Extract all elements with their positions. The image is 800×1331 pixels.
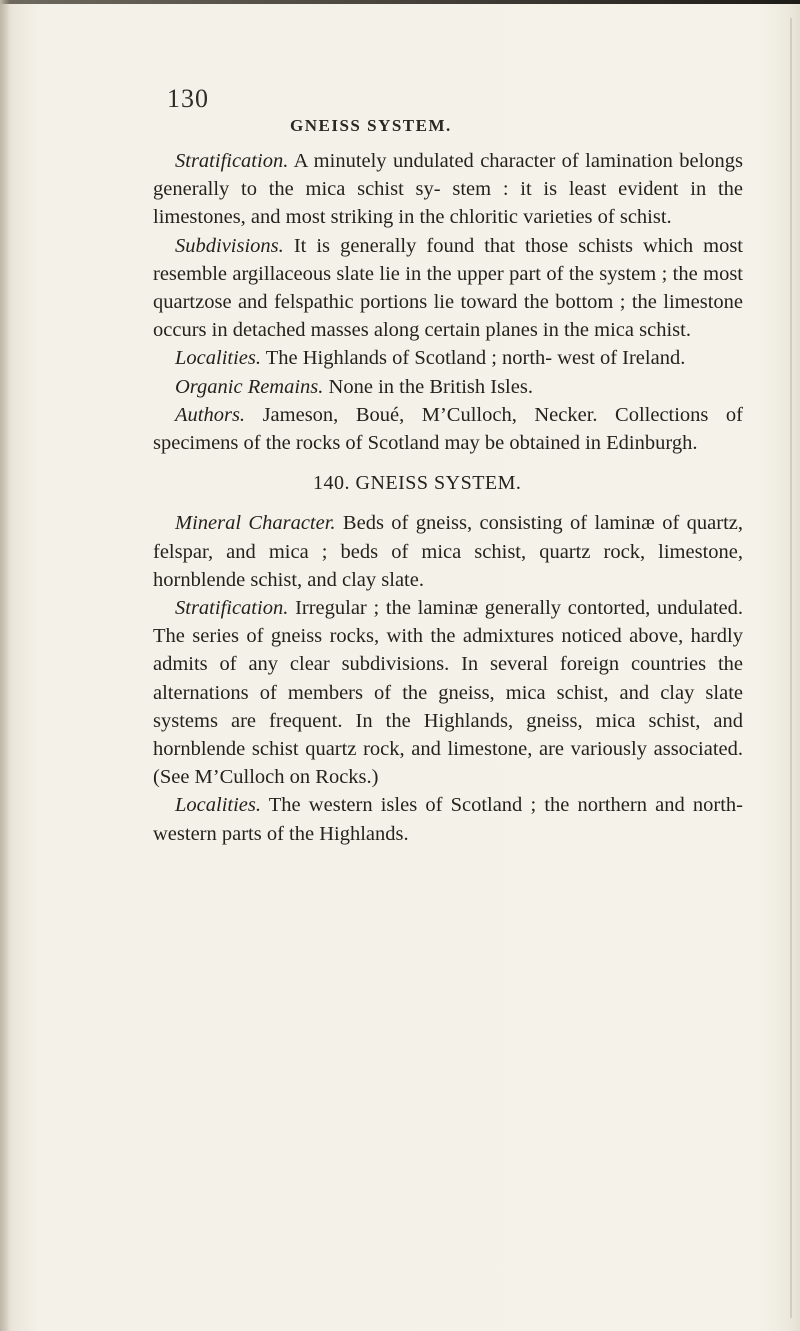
- gutter-shadow: [0, 0, 10, 1331]
- paragraph-label: Subdivisions.: [175, 234, 284, 257]
- paragraph-localities: [153, 344, 743, 372]
- paragraph-label: Mineral Character.: [175, 512, 336, 535]
- section-heading: 140. GNEISS SYSTEM.: [313, 472, 522, 495]
- paragraph-text: It is generally found that those schists which most resemble argillaceous slate lie in the upper part of the system ; the most quartzose and felspathic portions lie toward the bottom ; the limestone occurs in detached masses along certain planes in the mica schist.: [153, 234, 743, 342]
- paragraph-subdivisions: [153, 232, 743, 345]
- paragraph-authors: [153, 401, 743, 457]
- paragraph-localities: [153, 791, 743, 847]
- paragraph-stratification: [153, 594, 743, 791]
- body-text: [153, 147, 743, 848]
- paragraph-label: Organic Remains.: [175, 375, 324, 398]
- page-right-edge: [790, 18, 792, 1318]
- paragraph-label: Localities.: [175, 347, 261, 370]
- paragraph-text: Beds of gneiss, consisting of laminæ of quartz, felspar, and mica ; beds of mica schist, quartz rock, limestone, hornblende schist, and clay slate.: [153, 512, 743, 591]
- paragraph-text: The western isles of Scotland ; the northern and north-western parts of the Highlands.: [153, 794, 743, 845]
- paragraph-stratification: [153, 147, 743, 232]
- paragraph-label: Stratification.: [175, 597, 289, 620]
- paragraph-organic-remains: [153, 373, 743, 401]
- paragraph-label: Stratification.: [175, 150, 289, 172]
- paragraph-text: A minutely undulated character of lamination belongs generally to the mica schist sy- stem : it is least evident in the limestones, and most striking in the chloritic varieties of schist.: [153, 150, 744, 229]
- paragraph-text: The Highlands of Scotland ; north- west of Ireland.: [265, 347, 686, 370]
- paragraph-text: None in the British Isles.: [328, 375, 533, 398]
- paragraph-mineral-character: [153, 509, 743, 594]
- paragraph-text: Irregular ; the laminæ generally contorted, undulated. The series of gneiss rocks, with the admixtures noticed above, hardly admits of any clear subdivisions. In several foreign countries the alternations of members of the gneiss, mica schist, and clay slate systems are frequent. In the Highlands, gneiss, mica schist, and hornblende schist quartz rock, and limestone, are variously associated. (See M’Culloch on Rocks.): [153, 597, 743, 789]
- page-top-edge: [0, 0, 800, 4]
- running-head: GNEISS SYSTEM.: [290, 116, 452, 135]
- paragraph-text: Jameson, Boué, M’Culloch, Necker. Collections of specimens of the rocks of Scotland may be obtained in Edinburgh.: [153, 403, 743, 455]
- paragraph-label: Localities.: [175, 794, 261, 817]
- paragraph-label: Authors.: [175, 403, 246, 426]
- page-number: 130: [167, 84, 209, 113]
